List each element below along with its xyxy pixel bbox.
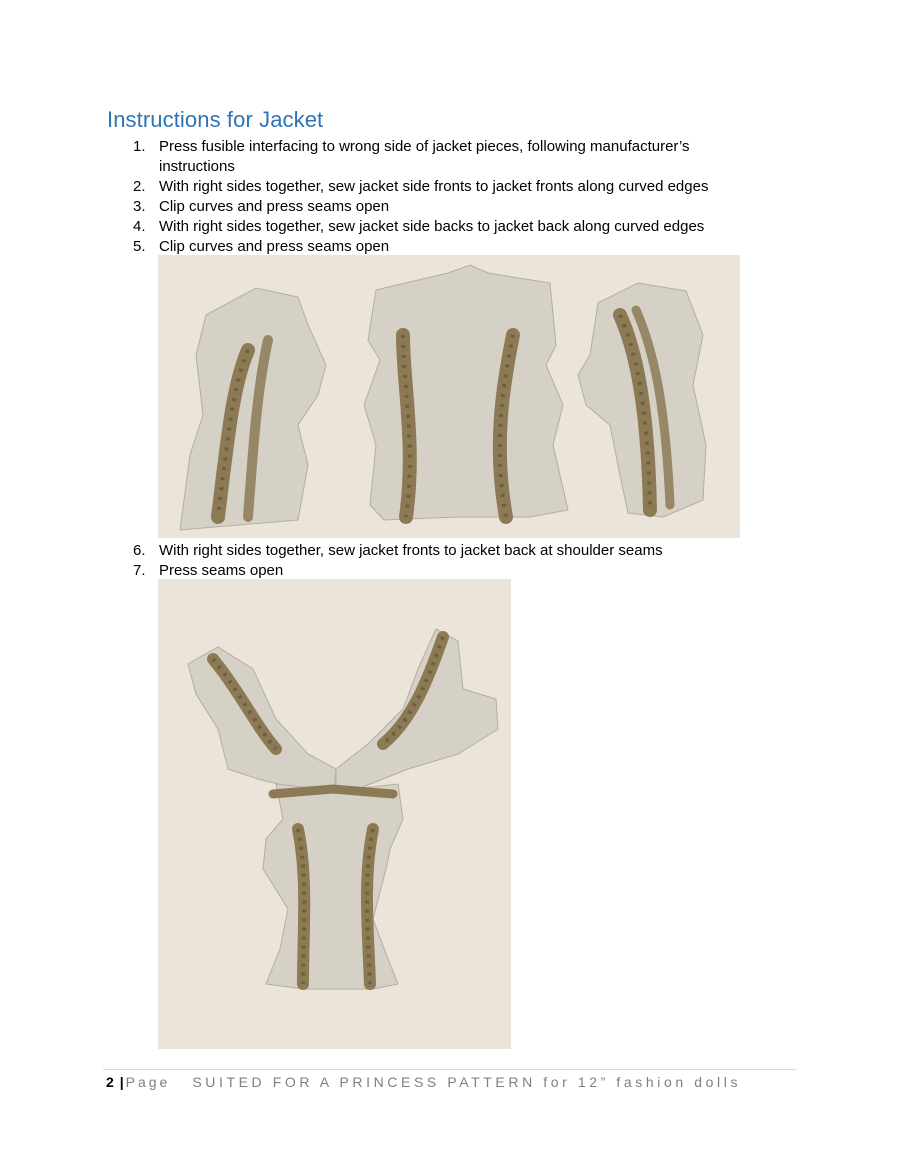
- step-item: [0, 237, 759, 257]
- footer-separator: |: [119, 1074, 124, 1090]
- step-item: [0, 197, 759, 217]
- step-text: With right sides together, sew jacket side backs to jacket back along curved edges: [159, 218, 705, 235]
- step-text: Clip curves and press seams open: [159, 238, 390, 255]
- page-footer: [106, 1074, 741, 1090]
- step-item: [0, 561, 759, 581]
- step-item: [0, 177, 759, 197]
- step-number: 7.: [133, 562, 146, 579]
- section-heading: Instructions for Jacket: [107, 107, 324, 132]
- steps-list-second: [0, 541, 759, 581]
- step-item: [0, 541, 759, 561]
- step-text: With right sides together, sew jacket fronts to jacket back at shoulder seams: [159, 542, 663, 559]
- step-text: Press fusible interfacing to wrong side of jacket pieces, following manufacturer’s instructions: [159, 138, 690, 175]
- step-item: [0, 137, 759, 177]
- photo-sewn-panels-drawing: [158, 255, 740, 538]
- photo-shoulder-seams-drawing: [158, 579, 511, 1049]
- step-number: 2.: [133, 178, 146, 195]
- step-text: Clip curves and press seams open: [159, 198, 390, 215]
- step-number: 5.: [133, 238, 146, 255]
- step-text: With right sides together, sew jacket side fronts to jacket fronts along curved edges: [159, 178, 709, 195]
- footer-title: SUITED FOR A PRINCESS PATTERN for 12” fashion dolls: [192, 1074, 742, 1090]
- step-item: [0, 217, 759, 237]
- photo-shoulder-seams: [158, 579, 511, 1049]
- step-text: Press seams open: [159, 562, 284, 579]
- step-number: 3.: [133, 198, 146, 215]
- footer-divider: [103, 1069, 796, 1070]
- step-number: 4.: [133, 218, 146, 235]
- step-number: 1.: [133, 138, 146, 155]
- steps-list-first: [0, 137, 759, 257]
- photo-sewn-panels: [158, 255, 740, 538]
- page-number: 2: [106, 1074, 114, 1090]
- page-label: Page: [125, 1074, 171, 1090]
- step-number: 6.: [133, 542, 146, 559]
